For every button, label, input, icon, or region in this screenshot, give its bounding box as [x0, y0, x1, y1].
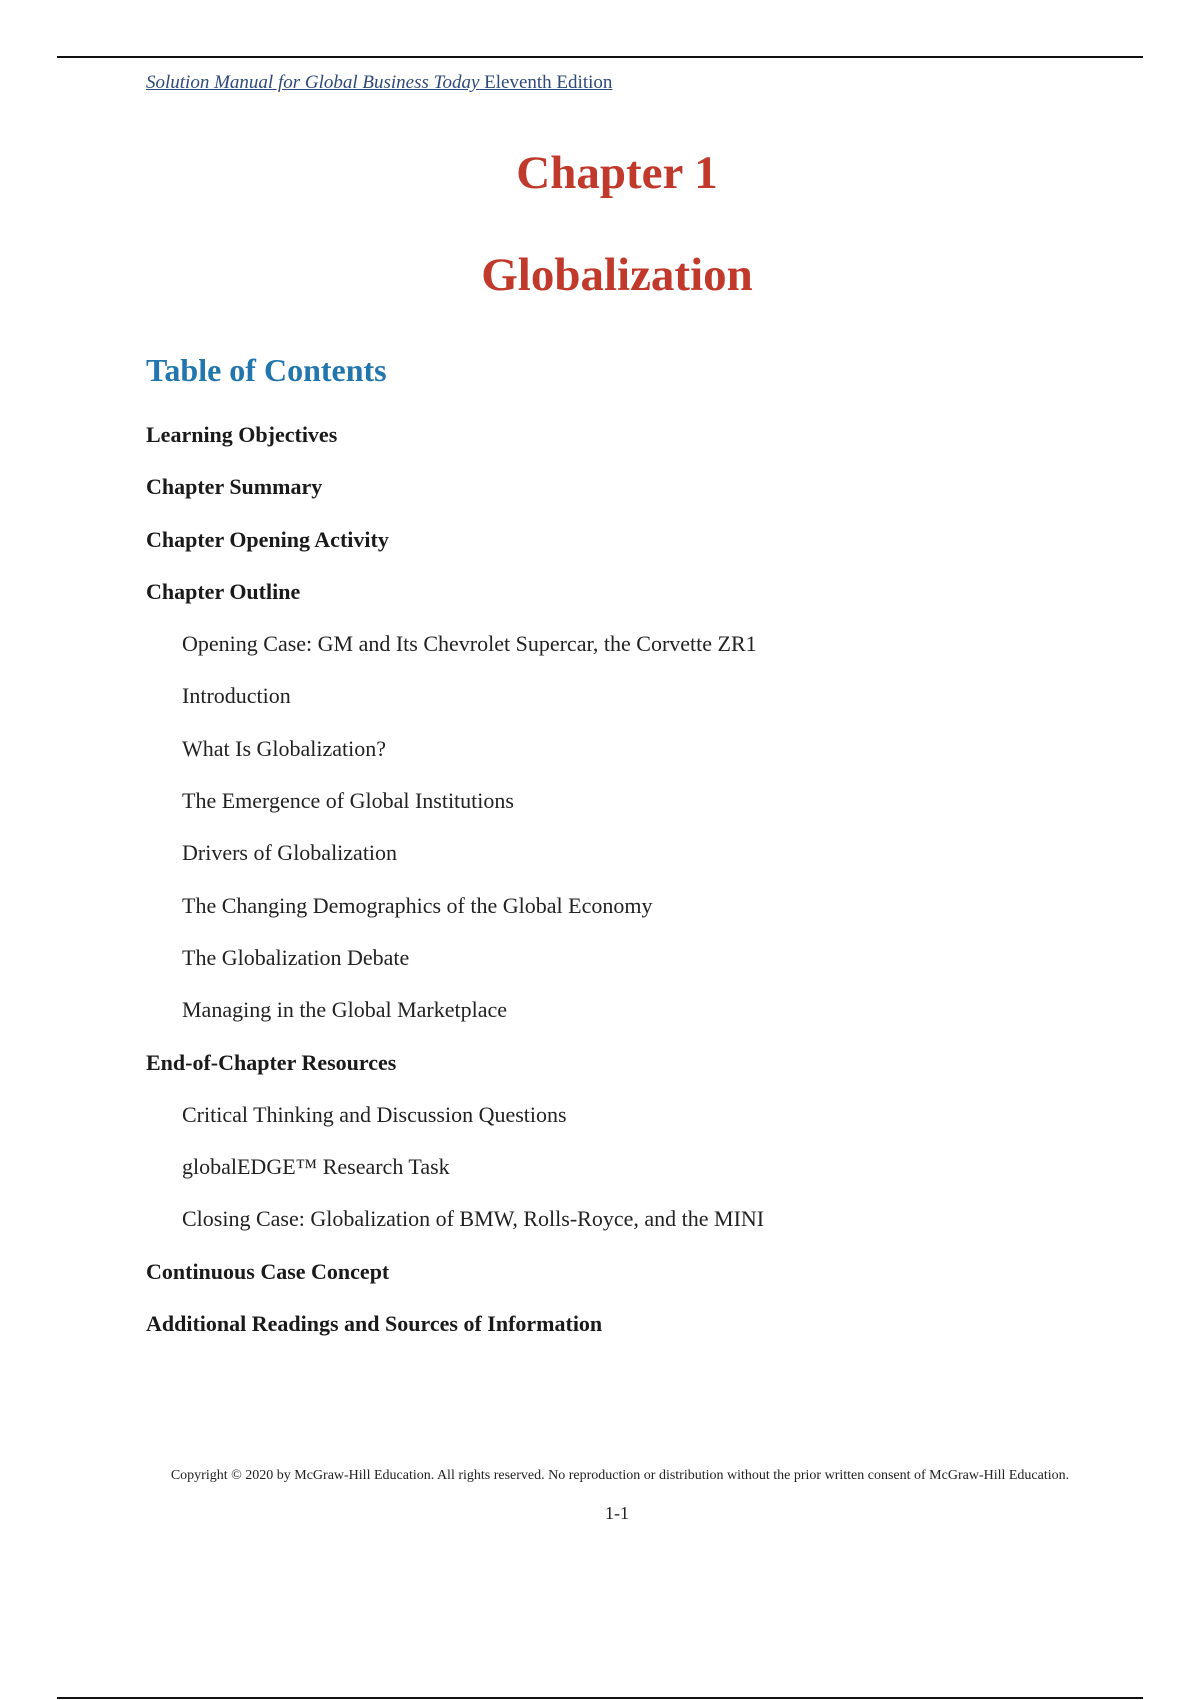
toc-subsection-entry: Managing in the Global Marketplace [182, 997, 508, 1023]
toc-subsection-entry: The Changing Demographics of the Global Economy [182, 892, 653, 918]
copyright-notice: Copyright © 2020 by McGraw-Hill Education. All rights reserved. No reproduction or distribution without the prior written consent of McGraw-Hill Education. [170, 1468, 1070, 1483]
toc-section-entry: Additional Readings and Sources of Information [146, 1311, 603, 1337]
toc-subsection-entry: Opening Case: GM and Its Chevrolet Supercar, the Corvette ZR1 [182, 631, 757, 657]
table-of-contents [146, 418, 764, 1359]
bottom-rule [57, 1697, 1143, 1699]
running-header [146, 72, 612, 94]
toc-subsection-entry: Drivers of Globalization [182, 840, 398, 866]
chapter-number: Chapter 1 [516, 147, 718, 199]
header-book-title: Solution Manual for Global Business Today [146, 72, 480, 93]
toc-subsection-entry: globalEDGE™ Research Task [182, 1154, 450, 1180]
toc-subsection-entry: Critical Thinking and Discussion Questions [182, 1101, 567, 1127]
toc-section-entry: Continuous Case Concept [146, 1258, 390, 1284]
toc-subsection-entry: Introduction [182, 683, 291, 709]
toc-section-entry: Learning Objectives [146, 422, 338, 447]
toc-subsection-entry: What Is Globalization? [182, 735, 387, 761]
chapter-title: Globalization [481, 249, 753, 301]
page-number: 1-1 [605, 1503, 629, 1523]
top-rule [57, 56, 1143, 58]
toc-section-entry: Chapter Summary [146, 474, 323, 500]
toc-section-entry: Chapter Opening Activity [146, 526, 389, 552]
toc-subsection-entry: The Emergence of Global Institutions [182, 788, 514, 814]
toc-section-entry: Chapter Outline [146, 578, 301, 604]
toc-subsection-entry: The Globalization Debate [182, 944, 410, 970]
toc-subsection-entry: Closing Case: Globalization of BMW, Rolls-Royce, and the MINI [182, 1206, 765, 1232]
header-edition: Eleventh Edition [479, 72, 613, 93]
toc-heading: Table of Contents [146, 352, 387, 388]
toc-section-entry: End-of-Chapter Resources [146, 1049, 397, 1075]
